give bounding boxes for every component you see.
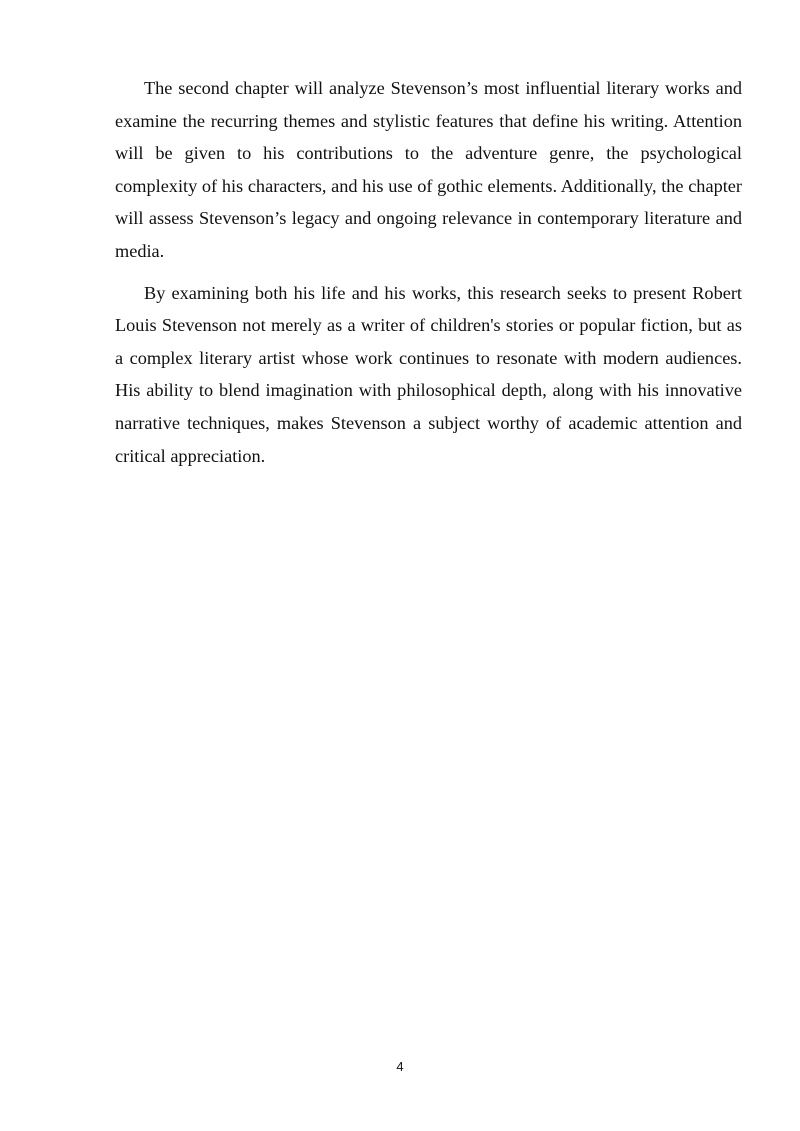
paragraph-chapter-two-summary: The second chapter will analyze Stevenson’s most influential literary works and examine the recurring themes and stylistic features that define his writing. Attention will be given to his contributions to the adventure genre, the psychological complexity of his characters, and his use of gothic elements. Additionally, the chapter will assess Stevenson’s legacy and ongoing relevance in contemporary literature and media. xyxy=(115,78,742,261)
page-number: 4 xyxy=(396,1059,404,1074)
body-text xyxy=(115,72,742,481)
paragraph-research-aim: By examining both his life and his works, this research seeks to present Robert Louis Stevenson not merely as a writer of children's stories or popular fiction, but as a complex literary artist whose work continues to resonate with modern audiences. His ability to blend imagination with philosophical depth, along with his innovative narrative techniques, makes Stevenson a subject worthy of academic attention and critical appreciation. xyxy=(115,282,742,466)
